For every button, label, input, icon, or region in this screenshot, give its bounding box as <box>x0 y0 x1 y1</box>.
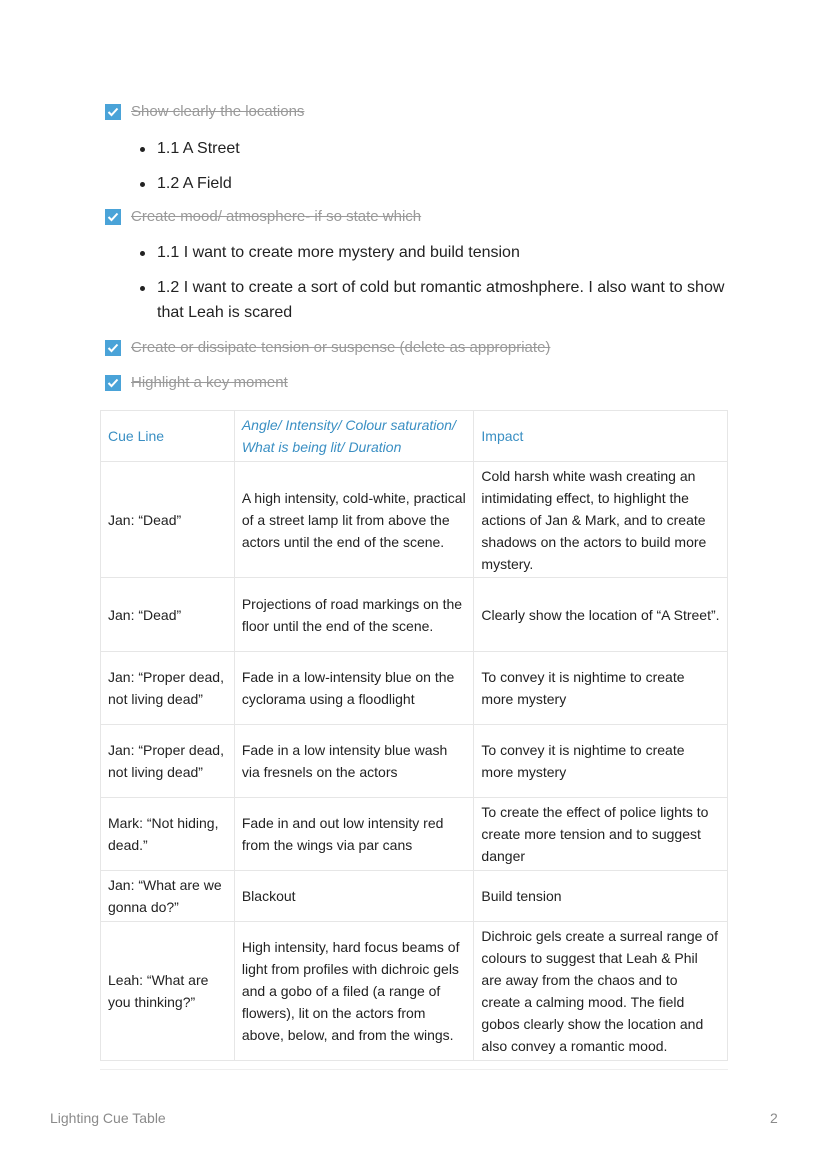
footer-document-title: Lighting Cue Table <box>50 1110 166 1126</box>
table-row <box>101 725 728 798</box>
table-row <box>101 871 728 922</box>
checklist-label: Create or dissipate tension or suspense (delete as appropriate) <box>131 339 551 356</box>
checklist-item-mood[interactable] <box>105 208 421 225</box>
table-row <box>101 652 728 725</box>
checkbox-checked-icon[interactable] <box>105 340 121 356</box>
header-impact: Impact <box>474 411 728 462</box>
cell-impact: To create the effect of police lights to create more tension and to suggest danger <box>474 798 728 871</box>
cell-lighting: Blackout <box>234 871 474 922</box>
cell-impact: Dichroic gels create a surreal range of colours to suggest that Leah & Phil are away from the chaos and to create a calming mood. The field gobos clearly show the location and also convey a romantic mood. <box>474 922 728 1061</box>
lighting-cue-table <box>100 410 728 1061</box>
checklist-label: Show clearly the locations <box>131 103 305 120</box>
table-row <box>101 798 728 871</box>
cell-impact: Clearly show the location of “A Street”. <box>474 578 728 652</box>
cell-lighting: A high intensity, cold-white, practical of a street lamp lit from above the actors until the end of the scene. <box>234 462 474 578</box>
footer-page-number: 2 <box>770 1110 778 1126</box>
cell-impact: To convey it is nightime to create more mystery <box>474 652 728 725</box>
cell-cue: Jan: “What are we gonna do?” <box>101 871 235 922</box>
cell-impact: Build tension <box>474 871 728 922</box>
header-lighting: Angle/ Intensity/ Colour saturation/ What is being lit/ Duration <box>234 411 474 462</box>
cell-lighting: Projections of road markings on the floor until the end of the scene. <box>234 578 474 652</box>
checkbox-checked-icon[interactable] <box>105 209 121 225</box>
cell-lighting: Fade in a low-intensity blue on the cyclorama using a floodlight <box>234 652 474 725</box>
checklist-label: Highlight a key moment <box>131 374 288 391</box>
cell-impact: Cold harsh white wash creating an intimidating effect, to highlight the actions of Jan & Mark, and to create shadows on the actors to build more mystery. <box>474 462 728 578</box>
moods-list <box>157 240 727 335</box>
checkbox-checked-icon[interactable] <box>105 104 121 120</box>
header-cue-line: Cue Line <box>101 411 235 462</box>
cell-lighting: High intensity, hard focus beams of light from profiles with dichroic gels and a gobo of a filed (a range of flowers), lit on the actors from above, below, and from the wings. <box>234 922 474 1061</box>
checkbox-checked-icon[interactable] <box>105 375 121 391</box>
cell-lighting: Fade in a low intensity blue wash via fresnels on the actors <box>234 725 474 798</box>
locations-list <box>157 136 727 206</box>
checklist-label: Create mood/ atmosphere- if so state which <box>131 208 422 225</box>
cell-cue: Mark: “Not hiding, dead.” <box>101 798 235 871</box>
cell-cue: Jan: “Proper dead, not living dead” <box>101 652 235 725</box>
table-row <box>101 462 728 578</box>
table-row <box>101 922 728 1061</box>
checklist-item-tension[interactable] <box>105 339 550 356</box>
cell-cue: Jan: “Dead” <box>101 578 235 652</box>
checklist-item-locations[interactable] <box>105 103 304 120</box>
table-header-row <box>101 411 728 462</box>
cell-cue: Leah: “What are you thinking?” <box>101 922 235 1061</box>
list-item: 1.1 I want to create more mystery and build tension <box>157 240 727 265</box>
checklist-item-key-moment[interactable] <box>105 374 288 391</box>
cell-impact: To convey it is nightime to create more mystery <box>474 725 728 798</box>
list-item: 1.1 A Street <box>157 136 727 161</box>
divider <box>100 1069 728 1070</box>
cell-lighting: Fade in and out low intensity red from the wings via par cans <box>234 798 474 871</box>
table-row <box>101 578 728 652</box>
cell-cue: Jan: “Proper dead, not living dead” <box>101 725 235 798</box>
list-item: 1.2 A Field <box>157 171 727 196</box>
cell-cue: Jan: “Dead” <box>101 462 235 578</box>
list-item: 1.2 I want to create a sort of cold but romantic atmoshphere. I also want to show that Leah is scared <box>157 275 727 325</box>
